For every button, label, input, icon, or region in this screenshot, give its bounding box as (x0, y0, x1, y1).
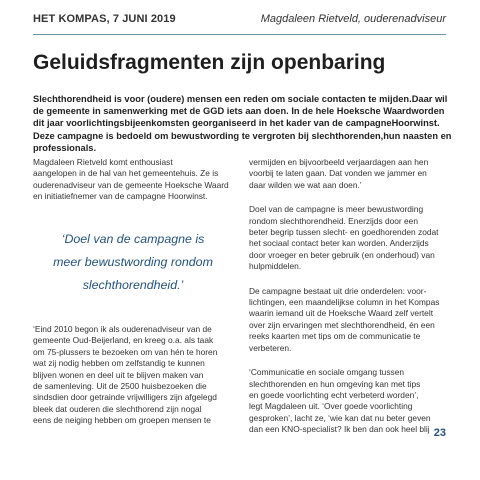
text-line: slechthorenden en hun omgeving kan met tips (249, 378, 421, 389)
right-paragraph-2 (249, 204, 449, 272)
text-line: worden dit jaar voorlichtingsbijeenkomsten georganiseerd in het kader van de campagne (33, 106, 445, 129)
article-intro (33, 93, 453, 154)
page-number: 23 (433, 427, 446, 439)
text-line: daar wilden we wat aan doen.’ (249, 179, 362, 190)
text-line: gesproken’, lacht ze, ‘wie kan dat nu beter geven (249, 412, 431, 423)
right-paragraph-4 (249, 367, 449, 435)
text-line: Daar wil de gemeente in samenwerking met de GGD iets aan doen. In de hele Hoeksche Waard (33, 94, 448, 117)
article-title: Geluidsfragmenten zijn openbaring (33, 51, 386, 74)
text-line: waarin iemand uit de Hoeksche Waard zelf vertelt (249, 308, 434, 319)
text-line: vermijden en bijvoorbeeld verjaardagen aan hen (249, 157, 429, 167)
pull-quote (33, 228, 233, 297)
header-divider (33, 34, 446, 35)
right-paragraph-3 (249, 286, 449, 354)
text-line: De campagne bestaat uit drie onderdelen: voor- (249, 285, 427, 296)
text-line: hun naasten en professionals. (33, 130, 452, 153)
text-line: ‘Eind 2010 begon ik als ouderenadviseur van de (33, 324, 212, 334)
text-line: Doel van de campagne is meer bewustwording (249, 204, 424, 215)
text-line: Slechthorendheid is voor (oudere) mensen een reden om sociale contacten te mijden. (33, 94, 412, 104)
text-line: Magdaleen Rietveld komt enthousiast (33, 157, 173, 167)
text-line: lichtingen, een maandelijkse column in het Kompas (249, 297, 440, 308)
text-line: aangelopen in de hal van het gemeentehuis. Ze is (33, 168, 219, 179)
text-line: en goede voorlichting echt verbeterd worden’, (249, 389, 419, 400)
text-line: dan een KNO-specialist? Ik ben dan ook heel blij (249, 424, 430, 435)
text-line: wat zij nodig hebben om zelfstandig te kunnen (33, 358, 205, 369)
text-line: voorbij te laten gaan. Dat vonden we jammer en (249, 168, 427, 179)
text-line: rondom slechthorendheid. Enerzijds door een (249, 215, 419, 226)
text-line: verbeteren. (249, 342, 292, 353)
publication-header: HET KOMPAS, 7 JUNI 2019 (33, 13, 176, 25)
right-column (249, 157, 449, 449)
text-line: hulpmiddelen. (249, 261, 302, 272)
text-line: de samenleving. Uit de 2500 huisbezoeken die (33, 381, 207, 392)
text-line: en initiatiefnemer van de campagne Hoorwinst. (33, 191, 208, 202)
text-line: over zijn ervaringen met slechthorendheid, én een (249, 319, 435, 330)
text-line: bleek dat ouderen die slechthorend zijn nogal (33, 403, 202, 414)
text-line: ouderenadviseur van de gemeente Hoeksche Waard (33, 179, 229, 190)
left-paragraph-2 (33, 324, 233, 427)
text-line: eens de neiging hebben om groepen mensen te (33, 415, 211, 426)
text-line: blijven wonen en deel uit te blijven maken van (33, 369, 204, 380)
left-paragraph-1 (33, 157, 233, 203)
text-line: Hoorwinst. Deze campagne is bedoeld om bewustwording te vergroten bij slechthorenden, (33, 118, 440, 141)
author-header: Magdaleen Rietveld, ouderenadviseur (260, 13, 446, 25)
text-line: legt Magdaleen uit. ‘Over goede voorlichting (249, 401, 413, 412)
right-paragraph-1 (249, 157, 449, 191)
left-column (33, 157, 233, 216)
text-line: reeks kaarten met tips om de communicatie te (249, 331, 421, 342)
text-line: het sociaal contact beter kan worden. Anderzijds (249, 238, 429, 249)
text-line: beter begrip tussen slecht- en goedhorenden zodat (249, 227, 439, 238)
text-line: ‘Doel van de campagne is (61, 232, 205, 246)
left-column-lower (33, 324, 233, 440)
text-line: sindsdien door getrainde vrijwilligers zijn afgelegd (33, 392, 217, 403)
text-line: door vroeger en beter gebruik (en onderhoud) van (249, 249, 435, 260)
text-line: slechthorendheid.’ (82, 278, 184, 292)
text-line: gemeente Oud-Beijerland, en kreeg o.a. als taak (33, 335, 214, 346)
text-line: om 75-plussers te bezoeken om van hén te horen (33, 346, 218, 357)
text-line: ‘Communicatie en sociale omgang tussen (249, 367, 405, 378)
text-line: meer bewustwording rondom (53, 255, 213, 269)
